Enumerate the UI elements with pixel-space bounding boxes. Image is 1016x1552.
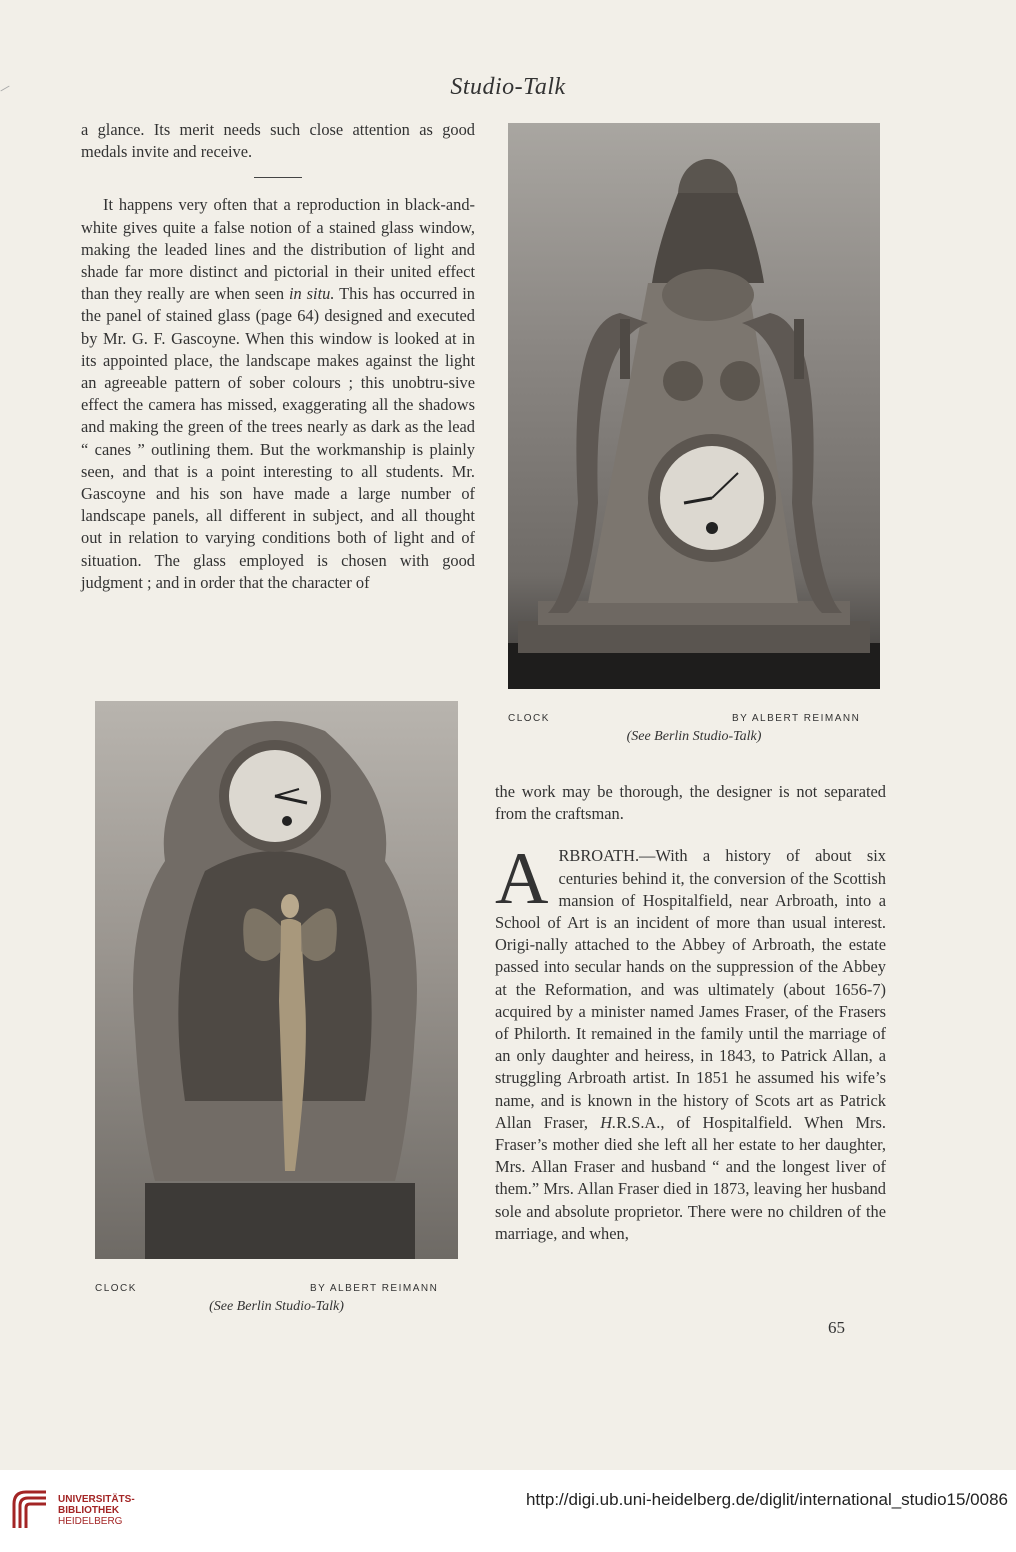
library-name-line-2: BIBLIOTHEK — [58, 1505, 120, 1516]
clock-photo-right — [508, 123, 880, 689]
right-handle — [794, 319, 804, 379]
right-paragraph-2-text-b: R.S.A., of Hospitalfield. When Mrs. Fraser’s mother died she left all her estate to her daughter, Mrs. Allan Fraser and husband “ and the longest liver of them.” Mrs. Allan Fraser died in 1873, leaving her husband sole and absolute proprietor. There were no children of the marriage, and when, — [495, 1112, 886, 1243]
right-caption-reference: (See Berlin Studio-Talk) — [626, 729, 762, 744]
seconds-dial — [706, 522, 718, 534]
left-paragraph-2-text-a: It happens very often that a reproduction in black-and-white gives quite a false notion of a stained glass window, making the leaded lines and the distribution of light and shade far more distinct and pictorial in their united effect than they really are when seen — [81, 195, 475, 304]
library-name-line-1: UNIVERSITÄTS- — [58, 1494, 135, 1505]
leaf-ornament-left — [663, 361, 703, 401]
right-caption-title: CLOCK — [508, 713, 550, 724]
university-library-logo-icon — [10, 1486, 50, 1532]
left-caption-reference: (See Berlin Studio-Talk) — [209, 1299, 344, 1314]
page-number: 65 — [828, 1318, 845, 1337]
left-handle — [620, 319, 630, 379]
left-paragraph-2 — [81, 194, 475, 594]
clock-fairy-illustration — [95, 701, 458, 1259]
clock-bust-illustration — [508, 123, 880, 689]
left-column — [81, 119, 475, 594]
source-url-link[interactable]: http://digi.ub.uni-heidelberg.de/diglit/international_studio15/0086 — [525, 1490, 1008, 1509]
right-paragraph-1: the work may be thorough, the designer is not separated from the craftsman. — [495, 782, 886, 824]
library-name — [58, 1494, 135, 1527]
footer-bar — [0, 1470, 1016, 1552]
paragraph-gap — [495, 825, 886, 845]
right-caption-credit: BY ALBERT REIMANN — [732, 713, 861, 724]
left-paragraph-1: a glance. Its merit needs such close attention as good medals invite and receive. — [81, 120, 475, 162]
drop-cap: A — [495, 838, 549, 921]
marble-base — [518, 621, 870, 653]
upper-base — [538, 601, 850, 625]
bust-shoulders — [662, 269, 754, 321]
marble-base — [145, 1183, 415, 1259]
right-column — [495, 781, 886, 1245]
running-head: Studio-Talk — [450, 74, 566, 100]
fairy-head — [281, 894, 299, 918]
right-paragraph-2 — [495, 838, 886, 1245]
left-paragraph-2-text-b: This has occurred in the panel of stained glass (page 64) designed and executed by Mr. G. F. Gascoyne. When this window is looked at in its appointed place, the landscape makes against the light an agreeable pattern of sober colours ; this unobtru-sive effect the camera has missed, exaggerating all the shadows and making the green of the trees nearly as dark as the lead “ canes ” outlining them. But the workmanship is plainly seen, and that is a point interesting to all students. Mr. Gascoyne and his son have made a large number of landscape panels, all different in subject, and all thought out in relation to varying conditions both of light and of situation. The glass employed is chosen with good judgment ; and in order that the character of — [81, 284, 475, 592]
seconds-dial — [282, 816, 292, 826]
left-caption-title: CLOCK — [95, 1283, 137, 1294]
frame-opening — [178, 851, 371, 1101]
right-paragraph-2-text-a: RBROATH.—With a history of about six centuries behind it, the conversion of the Scottish mansion of Hospitalfield, near Arbroath, into a School of Art is an incident of more than usual interest. Origi-nally attached to the Abbey of Arbroath, the estate passed into secular hands on the suppression of the Abbey at the Reformation, and was ultimately (about 1656-7) acquired by a minister named James Fraser, of the Frasers of Philorth. It remained in the family until the marriage of an only daughter and heiress, in 1843, to Patrick Allan, a struggling Arbroath artist. In 1851 he assumed his wife’s name, and is known in the history of Scots art as Patrick Allan Fraser, — [495, 846, 886, 1132]
left-paragraph-2-italic: in situ. — [289, 284, 335, 304]
leaf-ornament-right — [720, 361, 760, 401]
library-name-line-3: HEIDELBERG — [58, 1516, 123, 1527]
clock-photo-left — [95, 701, 458, 1259]
right-paragraph-2-italic: H. — [600, 1112, 617, 1132]
section-rule — [254, 177, 302, 178]
left-caption-credit: BY ALBERT REIMANN — [310, 1283, 439, 1294]
